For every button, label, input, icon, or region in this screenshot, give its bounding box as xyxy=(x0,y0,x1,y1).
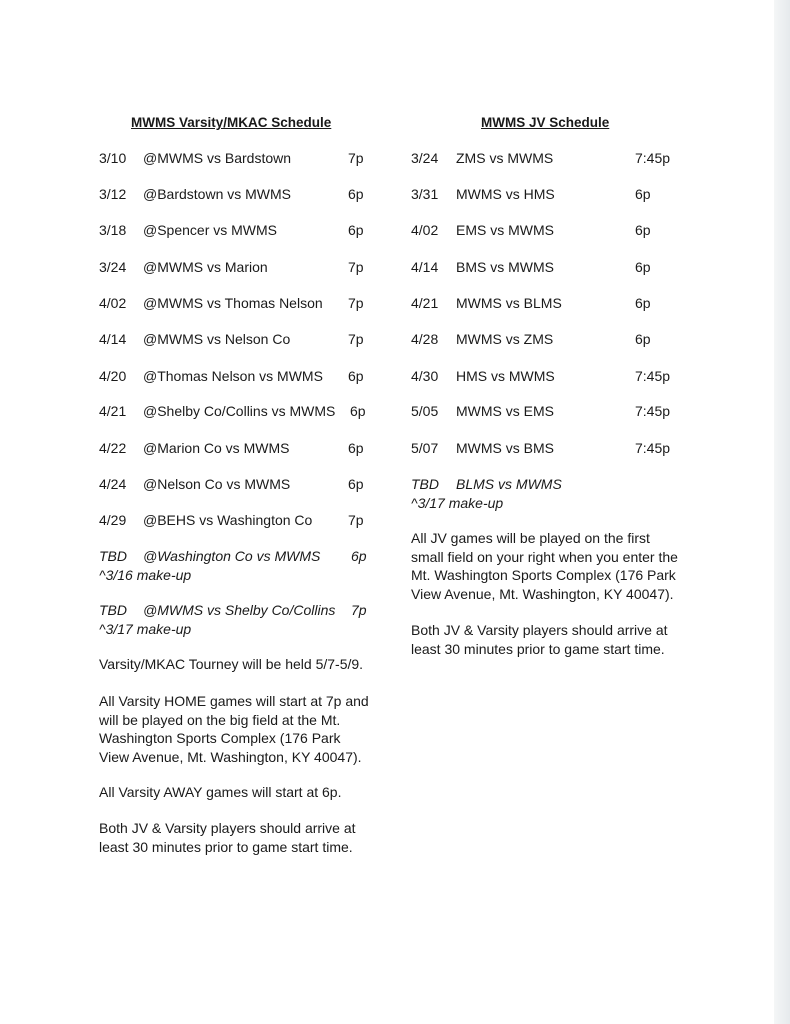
game-time: 7:45p xyxy=(635,440,671,456)
game-matchup: @Spencer vs MWMS xyxy=(143,222,278,238)
game-date: 4/20 xyxy=(99,368,127,384)
varsity-tbd-row xyxy=(0,601,400,619)
game-time: 6p xyxy=(348,476,364,492)
game-date: 4/21 xyxy=(99,403,127,419)
varsity-away-paragraph: All Varsity AWAY games will start at 6p. xyxy=(99,784,342,800)
game-date: 3/31 xyxy=(411,186,439,202)
game-date: 3/24 xyxy=(99,259,127,275)
game-matchup: @Washington Co vs MWMS xyxy=(143,548,321,564)
jv-game-row xyxy=(0,258,780,276)
game-time: 6p xyxy=(348,186,364,202)
arrival-paragraph: Both JV & Varsity players should arrive at least 30 minutes prior to game start time. xyxy=(99,820,356,855)
game-date: 4/21 xyxy=(411,295,439,311)
game-date: TBD xyxy=(99,548,127,564)
game-time: 7p xyxy=(351,602,367,618)
jv-game-row xyxy=(0,439,780,457)
game-matchup: @BEHS vs Washington Co xyxy=(143,512,313,528)
game-matchup: @MWMS vs Nelson Co xyxy=(143,331,291,347)
game-date: 4/14 xyxy=(411,259,439,275)
game-date: TBD xyxy=(411,476,439,492)
varsity-home-paragraph: All Varsity HOME games will start at 7p and will be played on the big field at the Mt. Washington Sports Complex (176 Park View Avenue, Mt. Washington, KY 40047). xyxy=(99,693,369,765)
makeup-note: ^3/17 make-up xyxy=(99,621,192,637)
makeup-note: ^3/17 make-up xyxy=(411,495,504,511)
game-matchup: @Marion Co vs MWMS xyxy=(143,440,290,456)
game-time: 6p xyxy=(348,222,364,238)
game-date: 3/10 xyxy=(99,150,127,166)
game-date: TBD xyxy=(99,602,127,618)
jv-game-row xyxy=(0,185,780,203)
jv-game-row xyxy=(0,330,780,348)
game-matchup: @MWMS vs Shelby Co/Collins xyxy=(143,602,336,618)
game-matchup: MWMS vs ZMS xyxy=(456,331,554,347)
varsity-title: MWMS Varsity/MKAC Schedule xyxy=(131,115,332,130)
game-time: 6p xyxy=(635,186,651,202)
jv-game-row xyxy=(0,149,780,167)
game-matchup: BMS vs MWMS xyxy=(456,259,554,275)
jv-game-row xyxy=(0,402,780,420)
jv-tbd-row xyxy=(0,475,780,493)
jv-game-row xyxy=(0,221,780,239)
game-matchup: EMS vs MWMS xyxy=(456,222,554,238)
game-date: 4/22 xyxy=(99,440,127,456)
varsity-tbd-row xyxy=(0,547,400,565)
game-date: 3/18 xyxy=(99,222,127,238)
game-date: 5/07 xyxy=(411,440,439,456)
game-matchup: @MWMS vs Thomas Nelson xyxy=(143,295,323,311)
game-date: 4/02 xyxy=(411,222,439,238)
game-date: 4/29 xyxy=(99,512,127,528)
game-matchup: MWMS vs BMS xyxy=(456,440,554,456)
jv-field-paragraph: All JV games will be played on the first small field on your right when you enter the Mt. Washington Sports Complex (176 Park View Avenue, Mt. Washington, KY 40047). xyxy=(411,530,678,602)
game-time: 7p xyxy=(348,512,364,528)
tourney-paragraph: Varsity/MKAC Tourney will be held 5/7-5/9. xyxy=(99,656,364,672)
game-time: 6p xyxy=(348,440,364,456)
game-matchup: @Bardstown vs MWMS xyxy=(143,186,292,202)
game-date: 4/28 xyxy=(411,331,439,347)
game-time: 7p xyxy=(348,150,364,166)
game-time: 7p xyxy=(348,331,364,347)
game-date: 4/24 xyxy=(99,476,127,492)
game-time: 6p xyxy=(635,295,651,311)
game-time: 6p xyxy=(635,331,651,347)
game-time: 6p xyxy=(635,222,651,238)
game-matchup: @MWMS vs Bardstown xyxy=(143,150,292,166)
game-matchup: @Shelby Co/Collins vs MWMS xyxy=(143,403,336,419)
game-time: 6p xyxy=(351,548,367,564)
game-matchup: @MWMS vs Marion xyxy=(143,259,268,275)
game-date: 4/14 xyxy=(99,331,127,347)
game-date: 3/24 xyxy=(411,150,439,166)
makeup-note: ^3/16 make-up xyxy=(99,567,192,583)
game-time: 7:45p xyxy=(635,403,671,419)
game-matchup: MWMS vs HMS xyxy=(456,186,555,202)
game-date: 5/05 xyxy=(411,403,439,419)
varsity-game-row xyxy=(0,511,400,529)
game-time: 6p xyxy=(350,403,366,419)
arrival-paragraph: Both JV & Varsity players should arrive at least 30 minutes prior to game start time. xyxy=(411,622,668,657)
game-matchup: MWMS vs EMS xyxy=(456,403,554,419)
game-date: 4/30 xyxy=(411,368,439,384)
jv-game-row xyxy=(0,294,780,312)
jv-title: MWMS JV Schedule xyxy=(481,115,610,130)
game-time: 7:45p xyxy=(635,150,671,166)
game-time: 7p xyxy=(348,295,364,311)
jv-game-row xyxy=(0,367,780,385)
game-date: 4/02 xyxy=(99,295,127,311)
game-time: 7:45p xyxy=(635,368,671,384)
game-date: 3/12 xyxy=(99,186,127,202)
game-matchup: ZMS vs MWMS xyxy=(456,150,554,166)
game-matchup: HMS vs MWMS xyxy=(456,368,555,384)
game-matchup: BLMS vs MWMS xyxy=(456,476,562,492)
game-time: 7p xyxy=(348,259,364,275)
game-time: 6p xyxy=(348,368,364,384)
game-matchup: @Nelson Co vs MWMS xyxy=(143,476,291,492)
game-matchup: @Thomas Nelson vs MWMS xyxy=(143,368,323,384)
game-matchup: MWMS vs BLMS xyxy=(456,295,562,311)
game-time: 6p xyxy=(635,259,651,275)
